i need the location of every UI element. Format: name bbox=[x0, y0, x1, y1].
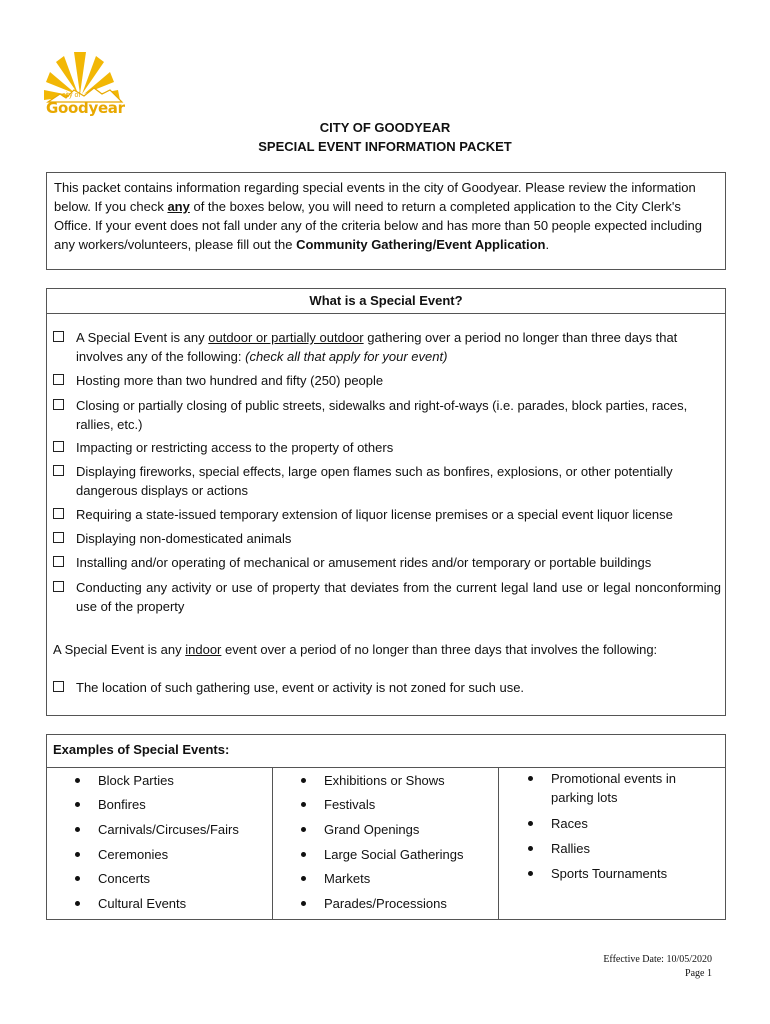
bullet-icon bbox=[301, 778, 306, 783]
bullet-icon bbox=[75, 876, 80, 881]
community-gathering-link: Community Gathering/Event Application bbox=[296, 237, 546, 252]
list-item-text: Grand Openings bbox=[324, 822, 420, 837]
checkbox[interactable] bbox=[53, 331, 64, 342]
indoor-paragraph bbox=[53, 640, 721, 659]
checkbox[interactable] bbox=[53, 399, 64, 410]
bullet-icon bbox=[75, 852, 80, 857]
list-item-text: Parades/Processions bbox=[324, 896, 447, 911]
page-number: Page 1 bbox=[685, 968, 712, 979]
indoor-underlined: indoor bbox=[185, 642, 222, 657]
list-item-text: Markets bbox=[324, 871, 371, 886]
bullet-icon bbox=[301, 852, 306, 857]
list-item-text: Bonfires bbox=[98, 797, 146, 812]
logo-brand-text: Goodyear bbox=[46, 99, 125, 117]
bullet-icon bbox=[528, 871, 533, 876]
section-heading: What is a Special Event? bbox=[309, 293, 463, 308]
bullet-icon bbox=[75, 827, 80, 832]
divider bbox=[47, 767, 725, 768]
divider bbox=[47, 313, 725, 314]
list-item-text: Promotional events in parking lots bbox=[551, 771, 677, 805]
checkbox[interactable] bbox=[53, 374, 64, 385]
item-text: gathering over a period no longer than three days that involves any of the following: bbox=[76, 330, 678, 364]
examples-box bbox=[46, 734, 726, 920]
list-item-text: Races bbox=[551, 816, 588, 831]
intro-text-3: . bbox=[545, 237, 550, 252]
sun-rays-icon bbox=[40, 44, 130, 104]
checkbox[interactable] bbox=[53, 681, 64, 692]
bullet-icon bbox=[528, 821, 533, 826]
list-item-text: Exhibitions or Shows bbox=[324, 773, 445, 788]
item-text: Installing and/or operating of mechanical or amusement rides and/or temporary or portable buildings bbox=[76, 555, 652, 570]
page-title: CITY OF GOODYEAR bbox=[319, 120, 451, 135]
bullet-icon bbox=[528, 776, 533, 781]
logo-city-of: city of bbox=[62, 92, 81, 99]
bullet-icon bbox=[75, 901, 80, 906]
bullet-icon bbox=[301, 802, 306, 807]
checkbox[interactable] bbox=[53, 465, 64, 476]
list-item-text: Sports Tournaments bbox=[551, 866, 668, 881]
indoor-text: event over a period of no longer than three days that involves the following: bbox=[221, 642, 658, 657]
effective-date: Effective Date: 10/05/2020 bbox=[603, 954, 712, 965]
what-is-special-event-box bbox=[46, 288, 726, 716]
list-item-text: Rallies bbox=[551, 841, 591, 856]
city-logo bbox=[40, 44, 130, 124]
intro-box bbox=[46, 172, 726, 270]
item-text: Displaying fireworks, special effects, large open flames such as bonfires, explosions, or other potentially dangerous displays or actions bbox=[76, 464, 673, 498]
checkbox[interactable] bbox=[53, 532, 64, 543]
intro-text-1: This packet contains information regarding special events in the city of Goodyear. Please review the information below. If you check bbox=[54, 180, 696, 214]
intro-text-2: of the boxes below, you will need to return a completed application to the City Clerk's Office. If your event does not fall under any of the criteria below and has more than 50 people expected including any workers/volunteers, please fill out the bbox=[54, 199, 703, 252]
item-text: Requiring a state-issued temporary extension of liquor license premises or a special event liquor license bbox=[76, 507, 673, 522]
bullet-icon bbox=[75, 802, 80, 807]
bullet-icon bbox=[301, 901, 306, 906]
page-subtitle: SPECIAL EVENT INFORMATION PACKET bbox=[258, 139, 512, 154]
item-text: Impacting or restricting access to the property of others bbox=[76, 440, 394, 455]
intro-any: any bbox=[167, 199, 190, 214]
checkbox[interactable] bbox=[53, 556, 64, 567]
item-text: The location of such gathering use, event or activity is not zoned for such use. bbox=[76, 680, 525, 695]
list-item-text: Carnivals/Circuses/Fairs bbox=[98, 822, 239, 837]
checkbox[interactable] bbox=[53, 581, 64, 592]
list-item-text: Block Parties bbox=[98, 773, 174, 788]
item-text-underlined: outdoor or partially outdoor bbox=[208, 330, 364, 345]
item-text: A Special Event is any bbox=[76, 330, 209, 345]
list-item-text: Large Social Gatherings bbox=[324, 847, 464, 862]
item-note: (check all that apply for your event) bbox=[245, 349, 448, 364]
item-text: Closing or partially closing of public streets, sidewalks and right-of-ways (i.e. parades, block parties, races, rallies, etc.) bbox=[76, 398, 688, 432]
item-text: Conducting any activity or use of property that deviates from the current legal land use or legal nonconforming use of the property bbox=[76, 580, 721, 614]
list-item-text: Concerts bbox=[98, 871, 151, 886]
list-item-text: Ceremonies bbox=[98, 847, 169, 862]
bullet-icon bbox=[301, 876, 306, 881]
checkbox[interactable] bbox=[53, 508, 64, 519]
examples-heading: Examples of Special Events: bbox=[53, 742, 230, 757]
checkbox[interactable] bbox=[53, 441, 64, 452]
list-item-text: Festivals bbox=[324, 797, 376, 812]
item-text: Displaying non-domesticated animals bbox=[76, 531, 292, 546]
bullet-icon bbox=[301, 827, 306, 832]
item-text: Hosting more than two hundred and fifty (250) people bbox=[76, 373, 384, 388]
bullet-icon bbox=[75, 778, 80, 783]
bullet-icon bbox=[528, 846, 533, 851]
indoor-text: A Special Event is any bbox=[53, 642, 186, 657]
list-item-text: Cultural Events bbox=[98, 896, 187, 911]
